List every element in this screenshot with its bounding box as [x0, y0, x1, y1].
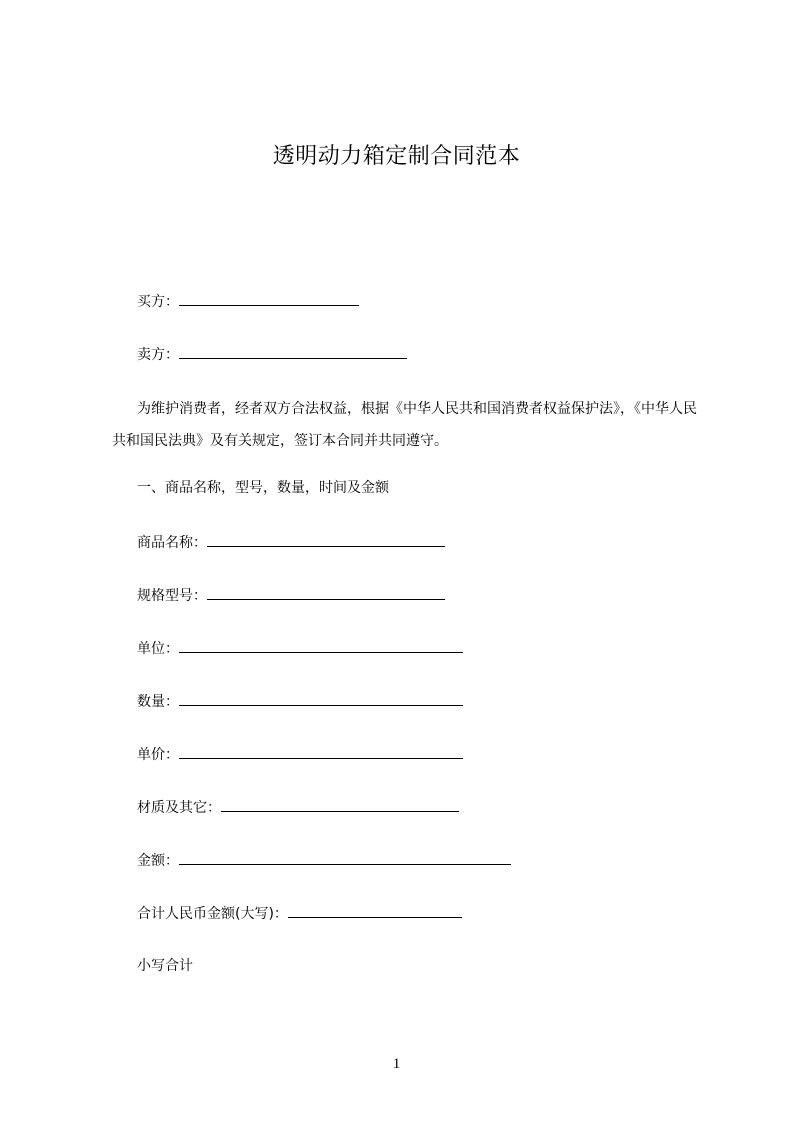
- buyer-line: [137, 291, 359, 312]
- spec-model-label: 规格型号：: [137, 588, 207, 604]
- product-name-blank[interactable]: [207, 532, 445, 547]
- product-name-label: 商品名称：: [137, 535, 207, 551]
- buyer-label: 买方：: [137, 294, 179, 310]
- section1-heading: 一、商品名称，型号，数量，时间及金额: [137, 480, 389, 496]
- buyer-blank[interactable]: [179, 291, 359, 306]
- page-number: 1: [392, 1056, 401, 1072]
- seller-blank[interactable]: [179, 344, 407, 359]
- total-upper-blank[interactable]: [288, 903, 462, 918]
- unit-price-label: 单价：: [137, 747, 179, 763]
- intro-paragraph: 为维护消费者，经者双方合法权益，根据《中华人民共和国消费者权益保护法》，《中华人民共和国民法典》及有关规定，签订本合同并共同遵守。: [112, 401, 697, 449]
- unit-price-line: [137, 744, 463, 765]
- total-upper-label: 合计人民币金额(大写)：: [137, 906, 288, 922]
- seller-line: [137, 344, 407, 365]
- total-upper-line: [137, 903, 462, 924]
- material-line: [137, 797, 459, 818]
- unit-label: 单位：: [137, 641, 179, 657]
- spec-model-line: [137, 585, 445, 606]
- unit-price-blank[interactable]: [179, 744, 463, 759]
- product-name-line: [137, 532, 445, 553]
- amount-label: 金额：: [137, 853, 179, 869]
- material-label: 材质及其它：: [137, 800, 221, 816]
- quantity-blank[interactable]: [179, 691, 463, 706]
- material-blank[interactable]: [221, 797, 459, 812]
- unit-line: [137, 638, 463, 659]
- document-title: 透明动力箱定制合同范本: [272, 144, 521, 169]
- spec-model-blank[interactable]: [207, 585, 445, 600]
- quantity-label: 数量：: [137, 694, 179, 710]
- amount-blank[interactable]: [179, 850, 511, 865]
- amount-line: [137, 850, 511, 871]
- total-lower-label: 小写合计: [137, 958, 193, 974]
- seller-label: 卖方：: [137, 347, 179, 363]
- unit-blank[interactable]: [179, 638, 463, 653]
- quantity-line: [137, 691, 463, 712]
